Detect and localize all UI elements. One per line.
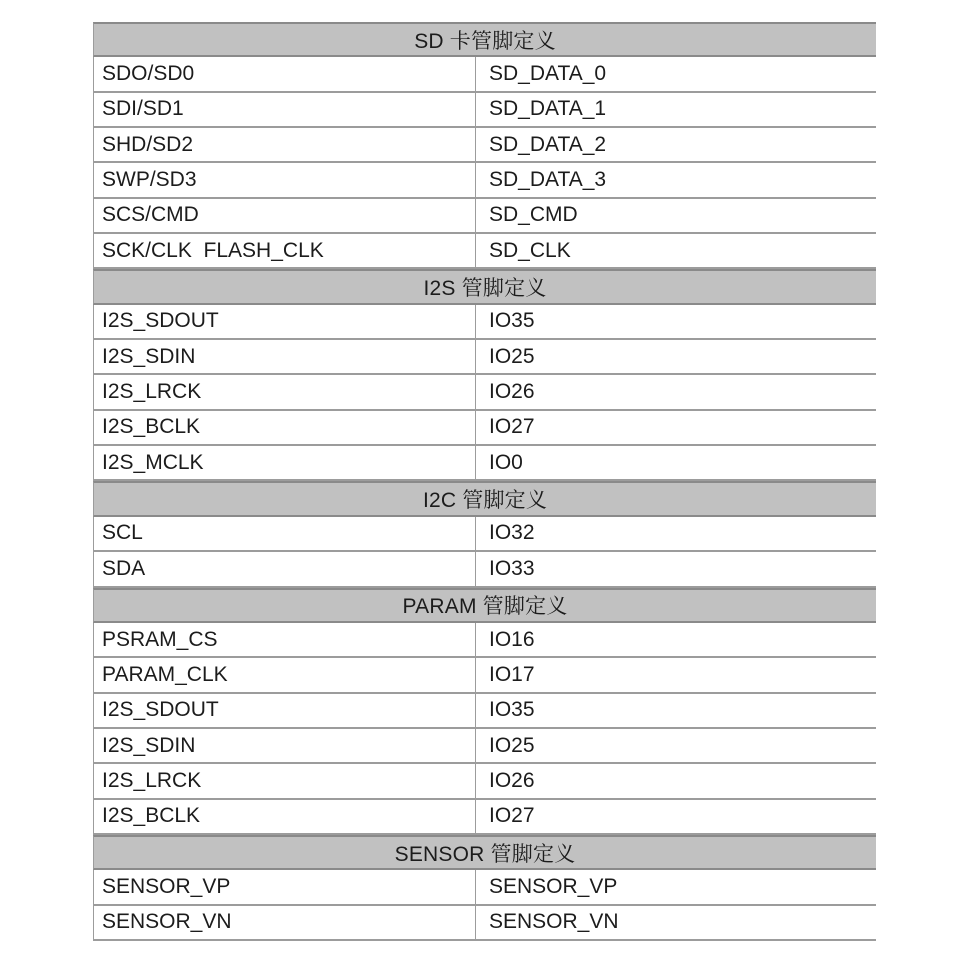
signal-name-cell: PSRAM_CS: [94, 623, 476, 656]
table-row: [93, 411, 876, 446]
table-row: [93, 800, 876, 835]
pin-mapping-cell: IO17: [489, 662, 535, 686]
section-header: I2S 管脚定义: [93, 269, 876, 304]
pin-mapping-cell: SD_DATA_1: [489, 97, 607, 121]
table-row: [93, 552, 876, 587]
pin-mapping-cell: IO35: [489, 309, 535, 333]
table-row: [93, 694, 876, 729]
signal-name-cell: I2S_SDIN: [94, 340, 476, 373]
pin-mapping-cell: IO32: [489, 521, 535, 545]
signal-name-cell: SCK/CLK FLASH_CLK: [94, 234, 476, 267]
table-row: [93, 340, 876, 375]
pin-mapping-cell: SD_DATA_0: [489, 62, 607, 86]
pin-mapping-cell: SD_CLK: [489, 238, 571, 262]
pin-mapping-cell: IO25: [489, 733, 535, 757]
signal-name-cell: I2S_LRCK: [94, 764, 476, 797]
table-row: [93, 764, 876, 799]
table-row: [93, 906, 876, 941]
signal-name-cell: SDA: [94, 552, 476, 585]
signal-name-cell: SCS/CMD: [94, 199, 476, 232]
pin-mapping-cell: SENSOR_VN: [489, 910, 619, 934]
table-row: [93, 305, 876, 340]
pin-mapping-cell: IO35: [489, 698, 535, 722]
pin-mapping-cell: IO0: [489, 450, 523, 474]
signal-name-cell: I2S_SDOUT: [94, 305, 476, 338]
pin-mapping-cell: SD_DATA_2: [489, 132, 607, 156]
pin-mapping-cell: IO26: [489, 380, 535, 404]
pin-mapping-cell: IO27: [489, 415, 535, 439]
table-row: [93, 234, 876, 269]
signal-name-cell: I2S_SDOUT: [94, 694, 476, 727]
table-row: [93, 658, 876, 693]
signal-name-cell: SENSOR_VP: [94, 870, 476, 903]
table-row: [93, 199, 876, 234]
table-row: [93, 729, 876, 764]
section-header: SENSOR 管脚定义: [93, 835, 876, 870]
signal-name-cell: SDO/SD0: [94, 57, 476, 90]
signal-name-cell: SHD/SD2: [94, 128, 476, 161]
table-row: [93, 375, 876, 410]
pin-definition-table: [93, 22, 876, 941]
pin-mapping-cell: SENSOR_VP: [489, 874, 618, 898]
signal-name-cell: I2S_SDIN: [94, 729, 476, 762]
table-row: [93, 93, 876, 128]
pin-mapping-cell: IO27: [489, 804, 535, 828]
signal-name-cell: I2S_BCLK: [94, 800, 476, 833]
section-header: I2C 管脚定义: [93, 481, 876, 516]
signal-name-cell: I2S_MCLK: [94, 446, 476, 479]
table-row: [93, 517, 876, 552]
table-row: [93, 623, 876, 658]
pin-mapping-cell: SD_DATA_3: [489, 168, 607, 192]
pin-mapping-cell: IO16: [489, 627, 535, 651]
pin-mapping-cell: SD_CMD: [489, 203, 578, 227]
section-header: SD 卡管脚定义: [93, 22, 876, 57]
table-row: [93, 163, 876, 198]
section-header: PARAM 管脚定义: [93, 588, 876, 623]
signal-name-cell: SDI/SD1: [94, 93, 476, 126]
signal-name-cell: PARAM_CLK: [94, 658, 476, 691]
signal-name-cell: SWP/SD3: [94, 163, 476, 196]
pin-mapping-cell: IO33: [489, 556, 535, 580]
signal-name-cell: I2S_LRCK: [94, 375, 476, 408]
table-row: [93, 870, 876, 905]
signal-name-cell: SENSOR_VN: [94, 906, 476, 939]
pin-mapping-cell: IO26: [489, 768, 535, 792]
pin-mapping-cell: IO25: [489, 344, 535, 368]
signal-name-cell: I2S_BCLK: [94, 411, 476, 444]
table-row: [93, 446, 876, 481]
table-row: [93, 57, 876, 92]
signal-name-cell: SCL: [94, 517, 476, 550]
table-row: [93, 128, 876, 163]
